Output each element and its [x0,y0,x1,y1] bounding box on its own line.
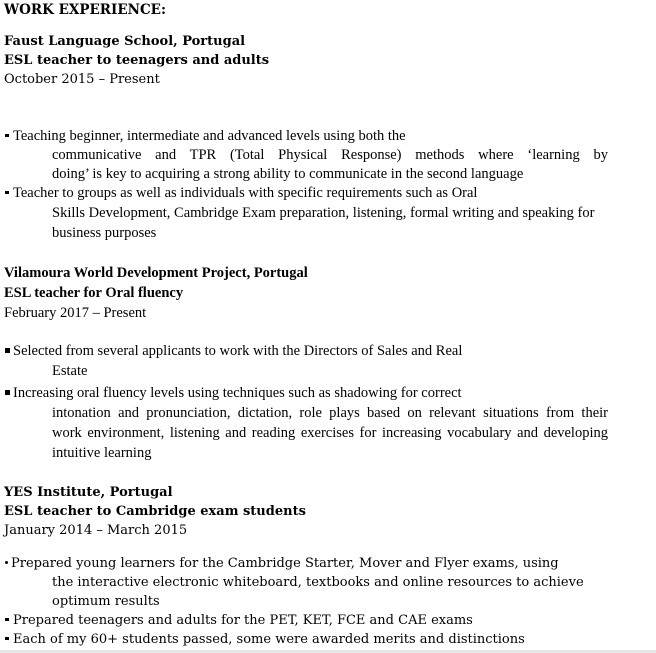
bullet-continuation: intuitive learning [52,445,152,461]
job-dates: January 2014 – March 2015 [4,523,188,538]
section-heading: WORK EXPERIENCE: [4,2,166,18]
bullet-continuation: the interactive electronic whiteboard, textbooks and online resources to achieve [52,575,584,590]
job-title: ESL teacher to Cambridge exam students [4,504,306,519]
bullet-continuation: communicative and TPR (Total Physical Response) methods where ‘learning by [52,147,608,163]
employer-name: Faust Language School, Portugal [4,34,246,49]
job-dates: October 2015 – Present [4,72,160,87]
bullet-item: Prepared teenagers and adults for the PET, KET, FCE and CAE exams [13,613,473,628]
bullet-item: Selected from several applicants to work with the Directors of Sales and Real [13,343,463,359]
bullet-item: Teacher to groups as well as individuals with specific requirements such as Oral [13,185,478,201]
job-dates: February 2017 – Present [4,305,147,321]
job-title: ESL teacher for Oral fluency [4,285,184,301]
employer-name: Vilamoura World Development Project, Portugal [4,265,308,281]
bullet-continuation: doing’ is key to acquiring a strong ability to communicate in the second language [52,166,524,182]
bullet-item: Teaching beginner, intermediate and advanced levels using both the [13,128,406,144]
bullet-item: Prepared young learners for the Cambridge Starter, Mover and Flyer exams, using [11,556,559,571]
bullet-continuation: Skills Development, Cambridge Exam preparation, listening, formal writing and speaking for [52,205,595,221]
bullet-item: Each of my 60+ students passed, some were awarded merits and distinctions [13,632,525,647]
bullet-continuation: intonation and pronunciation, dictation, role plays based on relevant situations from their [52,405,608,421]
job-title: ESL teacher to teenagers and adults [4,53,270,68]
bullet-item: Increasing oral fluency levels using techniques such as shadowing for correct [13,385,462,401]
bullet-continuation: work environment, listening and reading exercises for increasing vocabulary and developing [52,425,608,441]
employer-name: YES Institute, Portugal [4,485,173,500]
bullet-continuation: optimum results [52,594,160,609]
bullet-continuation: business purposes [52,225,157,241]
bullet-continuation: Estate [52,363,88,379]
